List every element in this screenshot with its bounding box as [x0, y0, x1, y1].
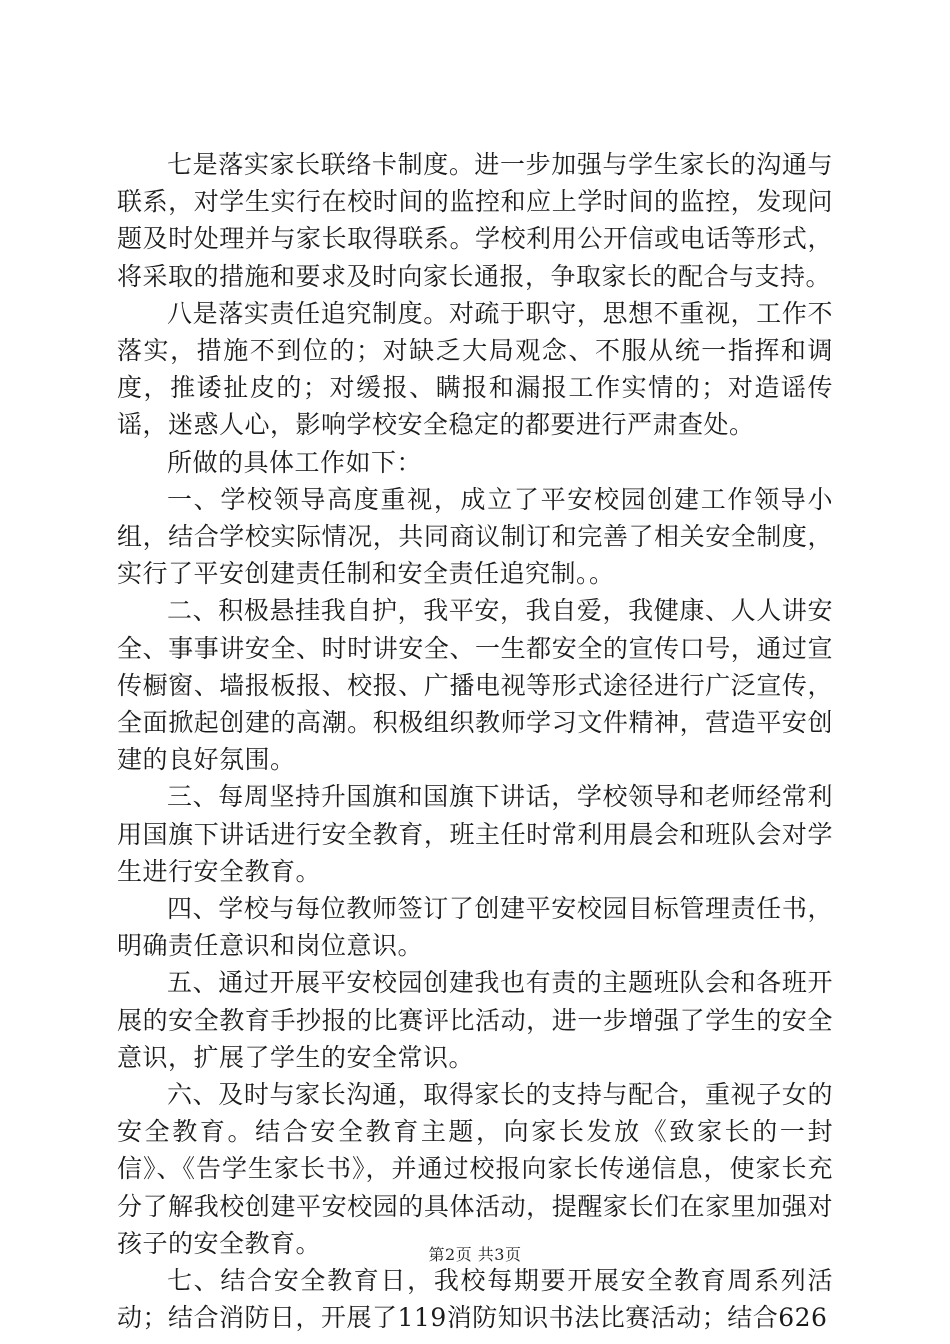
paragraph-work-intro: 所做的具体工作如下： — [167, 447, 423, 477]
paragraph-item-3: 三、每周坚持升国旗和国旗下讲话，学校领导和老师经常利用国旗下讲话进行安全教育，班主任时常利用晨会和班队会对学生进行安全教育。 — [117, 782, 833, 886]
paragraph-item-7: 七、结合安全教育日，我校每期要开展安全教育周系列活动；结合消防日，开展了119消防知识书法比赛活动；结合626 — [117, 1266, 833, 1333]
paragraph-parent-contact-card: 七是落实家长联络卡制度。进一步加强与学生家长的沟通与联系，对学生实行在校时间的监控和应上学时间的监控，发现问题及时处理并与家长取得联系。学校利用公开信或电话等形式，将采取的措施和要求及时向家长通报，争取家长的配合与支持。 — [117, 150, 833, 291]
paragraph-accountability: 八是落实责任追究制度。对疏于职守，思想不重视，工作不落实，措施不到位的；对缺乏大局观念、不服从统一指挥和调度，推诿扯皮的；对缓报、瞒报和漏报工作实情的；对造谣传谣，迷惑人心，影响学校安全稳定的都要进行严肃查处。 — [117, 298, 833, 440]
paragraph-item-6: 六、及时与家长沟通，取得家长的支持与配合，重视子女的安全教育。结合安全教育主题，向家长发放《致家长的一封信》、《告学生家长书》，并通过校报向家长传递信息，使家长充分了解我校创建平安校园的具体活动，提醒家长们在家里加强对孩子的安全教育。 — [117, 1080, 833, 1258]
paragraph-item-5: 五、通过开展平安校园创建我也有责的主题班队会和各班开展的安全教育手抄报的比赛评比活动，进一步增强了学生的安全意识，扩展了学生的安全常识。 — [117, 968, 833, 1072]
page-number-footer: 第2页 共3页 — [428, 1245, 522, 1264]
document-body — [117, 146, 833, 1337]
paragraph-item-4: 四、学校与每位教师签订了创建平安校园目标管理责任书，明确责任意识和岗位意识。 — [117, 894, 833, 961]
paragraph-item-1: 一、学校领导高度重视，成立了平安校园创建工作领导小组，结合学校实际情况，共同商议制订和完善了相关安全制度，实行了平安创建责任制和安全责任追究制。。 — [117, 484, 833, 589]
paragraph-item-2: 二、积极悬挂我自护，我平安，我自爱，我健康、人人讲安全、事事讲安全、时时讲安全、一生都安全的宣传口号，通过宣传橱窗、墙报板报、校报、广播电视等形式途径进行广泛宣传，全面掀起创建的高潮。积极组织教师学习文件精神，营造平安创建的良好氛围。 — [117, 596, 833, 775]
